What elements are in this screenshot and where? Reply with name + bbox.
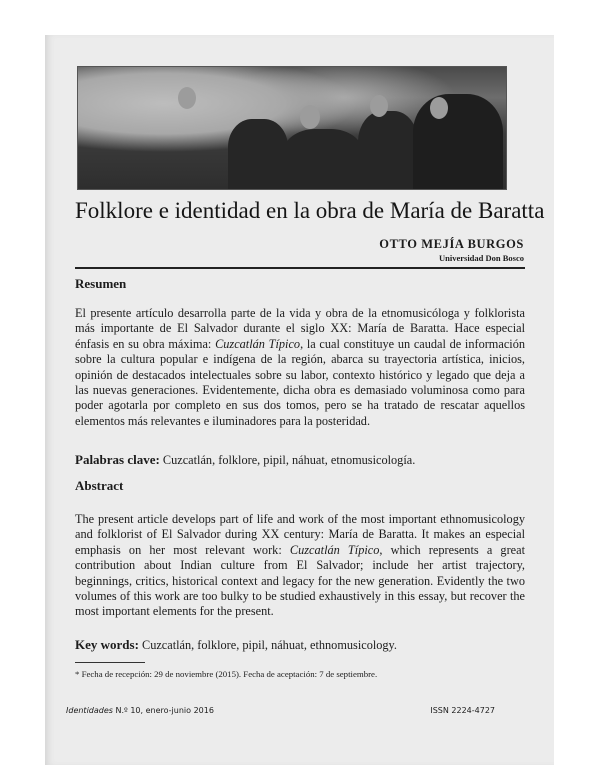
resumen-text	[75, 306, 525, 429]
footnote-divider	[75, 662, 145, 663]
article-title: Folklore e identidad en la obra de María de Baratta	[75, 198, 545, 223]
abstract-text-part: , which represents a great contribution about Indian culture from El Salvador; include her artist trajectory, beginnings, critics, historical context and legacy for the new generation. Evidently the two volumes of this work are too bulky to be studied exhaustively in this essay, but recover the most important elements for the present.	[75, 542, 526, 619]
palabras-clave	[75, 452, 415, 468]
journal-citation	[66, 706, 214, 715]
historical-group-photo	[77, 66, 507, 190]
photo-figure	[228, 119, 288, 189]
issn: ISSN 2224-4727	[430, 706, 495, 715]
key-words-value: Cuzcatlán, folklore, pipil, náhuat, ethnomusicology.	[138, 638, 397, 652]
journal-name: Identidades	[66, 706, 113, 715]
key-words-label: Key words:	[75, 637, 139, 652]
work-title: Cuzcatlán Típico	[289, 542, 380, 557]
photo-figure	[430, 97, 448, 119]
abstract-text	[75, 512, 525, 620]
work-title: Cuzcatlán Típico	[215, 336, 301, 351]
photo-figure	[300, 105, 320, 129]
photo-figure	[358, 111, 418, 189]
palabras-clave-label: Palabras clave:	[75, 452, 160, 467]
journal-issue: N.º 10, enero-junio 2016	[112, 706, 214, 715]
footnote: * Fecha de recepción: 29 de noviembre (2015). Fecha de aceptación: 7 de septiembre.	[75, 669, 378, 679]
photo-figure	[283, 129, 363, 189]
abstract-text-part: The present article develops part of life and work of the most important ethnomusicology and folklorist of El Salvador during XX century: María de Baratta. It makes an especial emphasis on her most relevant work:	[75, 512, 525, 557]
key-words	[75, 637, 397, 653]
resumen-text-part: , la cual constituye un caudal de información sobre la cultura popular e indígena de la región, abarca su trayectoria artística, inicios, opinión de destacados intelectuales sobre su labor, contexto histórico y legado que deja a las nuevas generaciones. Evidentemente, dicha obra es demasiado voluminosa como para poder agotarla por completo en sus dos tomos, pero se ha tratado de rescatar aquellos elementos más relevantes e iluminadores para la posteridad.	[75, 336, 526, 428]
palabras-clave-value: Cuzcatlán, folklore, pipil, náhuat, etnomusicología.	[159, 453, 416, 467]
author-affiliation: Universidad Don Bosco	[438, 253, 524, 263]
photo-figure	[370, 95, 388, 117]
photo-figure	[413, 94, 503, 189]
author-name: OTTO MEJÍA BURGOS	[379, 237, 524, 251]
resumen-text-part: El presente artículo desarrolla parte de la vida y obra de la etnomusicóloga y folklorista más importante de El Salvador durante el siglo XX: María de Baratta. Hace especial énfasis en su obra máxima:	[75, 306, 525, 351]
abstract-heading: Abstract	[75, 478, 124, 493]
header-divider	[75, 267, 525, 269]
resumen-heading: Resumen	[75, 276, 127, 291]
photo-figure	[178, 87, 196, 109]
